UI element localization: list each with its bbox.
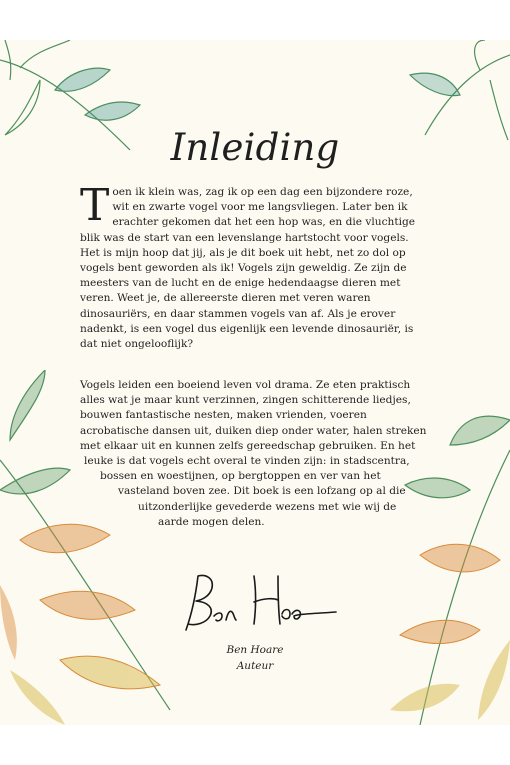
paragraph-2-line: Vogels leiden een boeiend leven vol drama. Ze eten praktisch (80, 379, 411, 391)
author-signature (178, 568, 338, 638)
intro-paragraph-2 (80, 378, 427, 530)
paragraph-2-line: leuke is dat vogels echt overal te vinden zijn: in stadscentra, (84, 455, 410, 468)
paragraph-2-line: bouwen fantastische nesten, maken vrienden, voeren (80, 409, 367, 422)
paragraph-2-line: uitzonderlijke gevederde wezens met wie wij de (138, 500, 397, 513)
book-page (0, 40, 510, 725)
paragraph-2-line: bossen en woestijnen, op bergtoppen en ver van het (100, 470, 381, 483)
author-role: Auteur (236, 660, 274, 672)
paragraph-2-line: vasteland boven zee. Dit boek is een lofzang op al die (118, 485, 406, 498)
page-title: Inleiding (170, 126, 340, 169)
paragraph-2-line: aarde mogen delen. (158, 515, 265, 528)
paragraph-2-line: acrobatische dansen uit, duiken diep onder water, halen streken (80, 424, 427, 437)
author-name: Ben Hoare (226, 644, 284, 656)
paragraph-2-line: alles wat je maar kunt verzinnen, zingen schitterende liedjes, (80, 394, 411, 407)
paragraph-2-line: met elkaar uit en kunnen zelfs gereedschap gebruiken. En het (80, 439, 416, 452)
drop-cap: T (80, 180, 110, 231)
intro-paragraph-1 (80, 180, 420, 352)
paragraph-1-text: oen ik klein was, zag ik op een dag een bijzondere roze, wit en zwarte vogel voor me langsvliegen. Later ben ik erachter gekomen dat het een hop was, en die vluchtige blik was de start van een levenslange hartstocht voor vogels. Het is mijn hoop dat jij, als je dit boek uit hebt, net zo dol op vogels bent geworden als ik! Vogels zijn geweldig. Ze zijn de meesters van de lucht en de enige hedendaagse dieren met veren. Weet je, de allereerste dieren met veren waren dinosauriërs, en daar stammen vogels van af. Als je erover nadenkt, is een vogel dus eigenlijk een levende dinosauriër, is dat niet ongelooflijk? (80, 186, 416, 351)
